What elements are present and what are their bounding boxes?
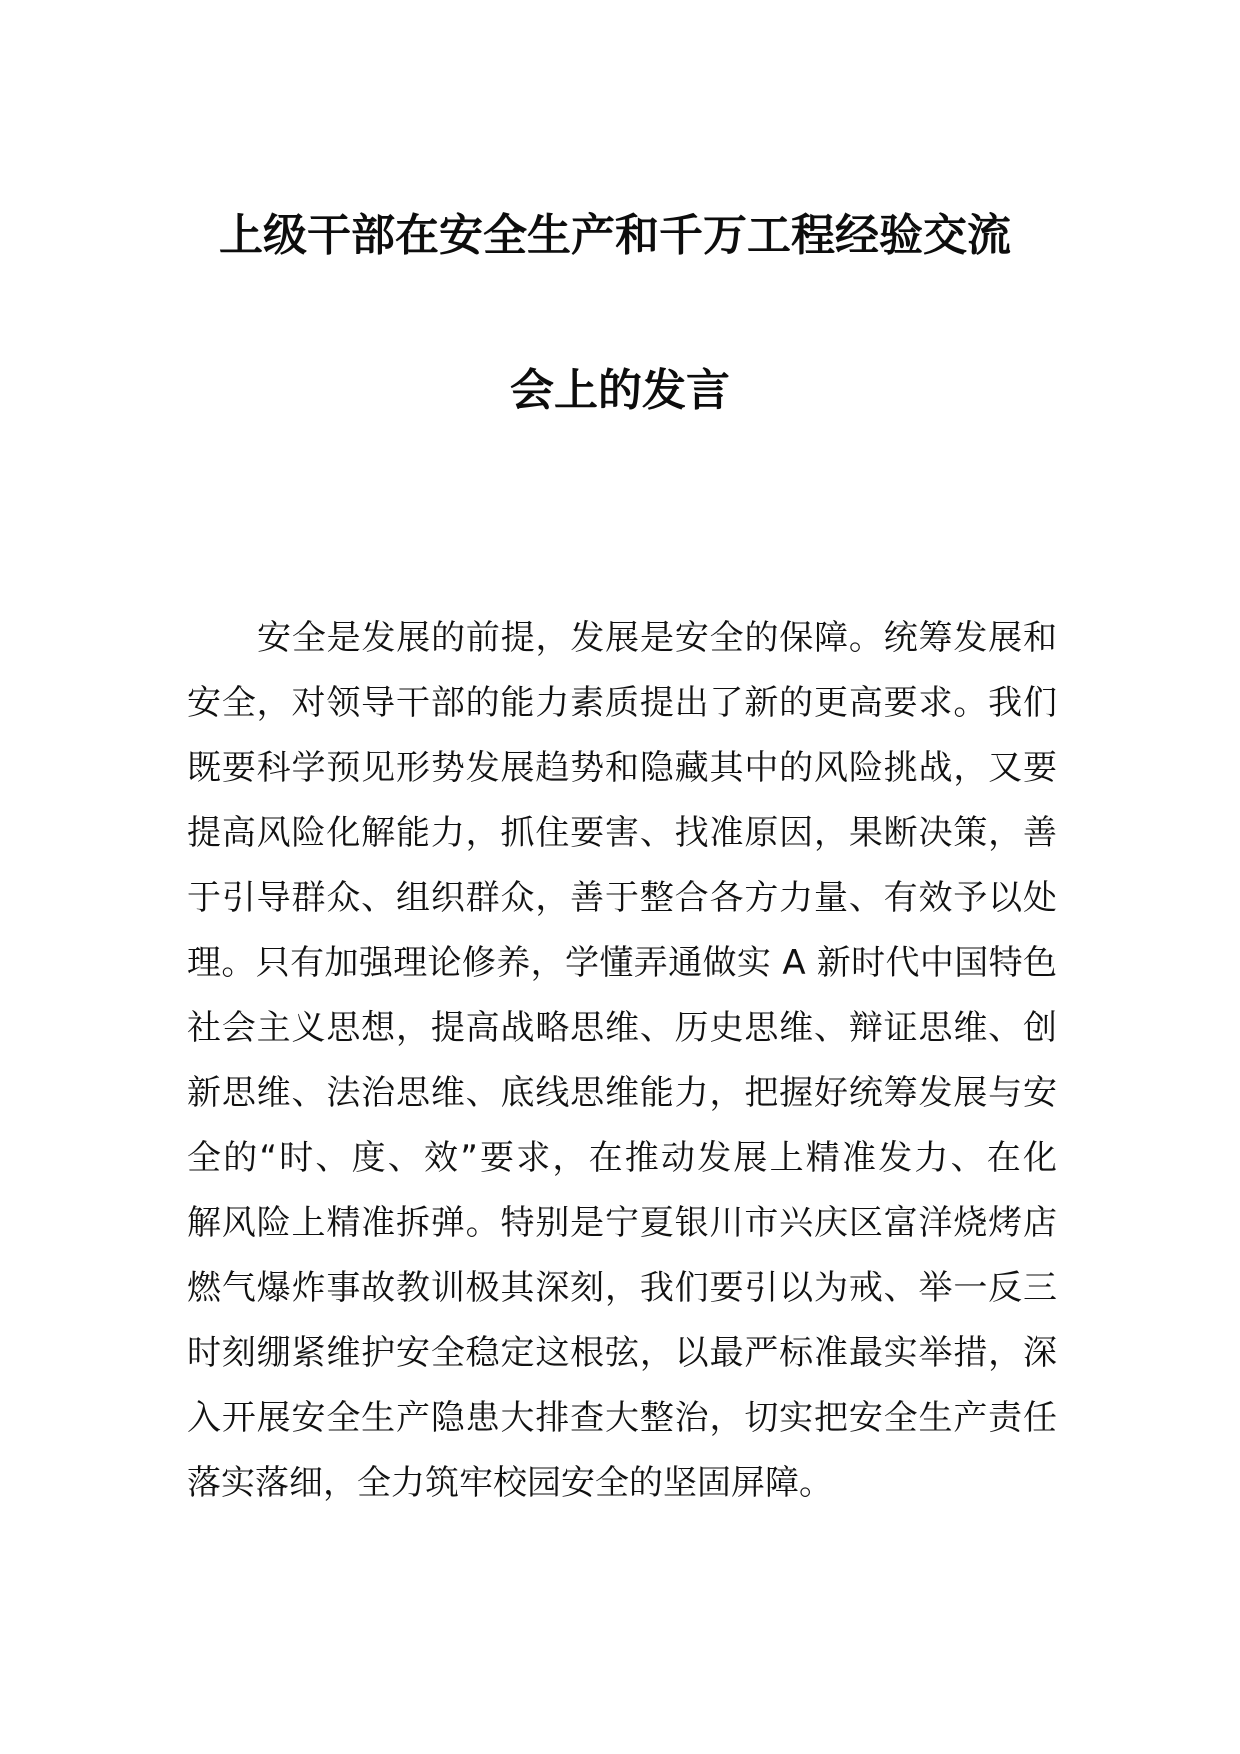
document-title-line-2: 会上的发言 xyxy=(510,365,730,416)
document-body xyxy=(187,606,1057,1516)
body-line: 安全，对领导干部的能力素质提出了新的更高要求。我们 xyxy=(187,683,1057,723)
body-line: 社会主义思想，提高战略思维、历史思维、辩证思维、创 xyxy=(187,1008,1057,1048)
body-line: 燃气爆炸事故教训极其深刻，我们要引以为戒、举一反三 xyxy=(187,1268,1057,1308)
document-title-line-1: 上级干部在安全生产和千万工程经验交流 xyxy=(219,210,1011,261)
body-line: 时刻绷紧维护安全稳定这根弦，以最严标准最实举措，深 xyxy=(187,1333,1057,1373)
body-line: 落实落细，全力筑牢校园安全的坚固屏障。 xyxy=(187,1463,833,1503)
body-line: 入开展安全生产隐患大排查大整治，切实把安全生产责任 xyxy=(187,1398,1057,1438)
body-line: 理。只有加强理论修养，学懂弄通做实 A 新时代中国特色 xyxy=(187,943,1057,983)
body-line: 新思维、法治思维、底线思维能力，把握好统筹发展与安 xyxy=(187,1073,1057,1113)
body-line: 提高风险化解能力，抓住要害、找准原因，果断决策，善 xyxy=(187,813,1057,853)
body-line: 安全是发展的前提，发展是安全的保障。统筹发展和 xyxy=(257,618,1057,658)
body-line: 全的“时、度、效”要求，在推动发展上精准发力、在化 xyxy=(187,1138,1057,1178)
body-line: 解风险上精准拆弹。特别是宁夏银川市兴庆区富洋烧烤店 xyxy=(187,1203,1057,1243)
body-line: 于引导群众、组织群众，善于整合各方力量、有效予以处 xyxy=(187,878,1057,918)
body-line: 既要科学预见形势发展趋势和隐藏其中的风险挑战，又要 xyxy=(187,748,1057,788)
